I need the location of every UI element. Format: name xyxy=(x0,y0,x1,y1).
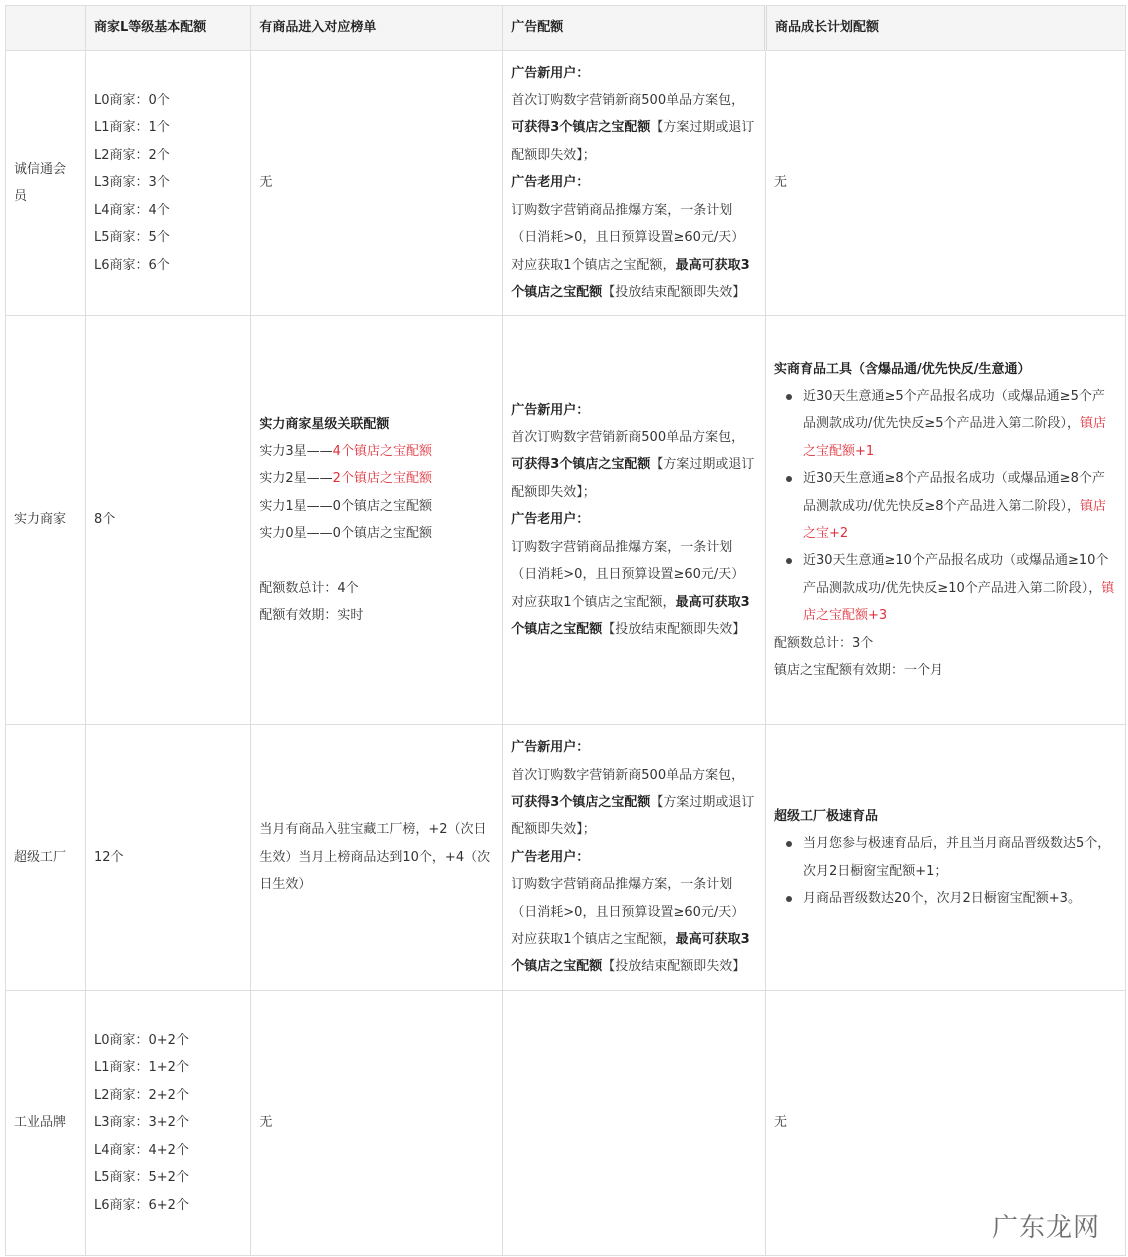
growth-validity: 镇店之宝配额有效期：一个月 xyxy=(773,663,943,679)
ad-new-user-line: 首次订购数字营销新商500单品方案包， xyxy=(511,767,745,783)
ad-old-user-bold: 最高可获取3个镇店之宝配额 xyxy=(511,594,750,637)
row-name: 工业品牌 xyxy=(6,991,86,1256)
growth-item-text: 近30天生意通≥5个产品报名成功（或爆品通≥5个产品测款成功/优先快反≥5个产品进入第二阶段）， xyxy=(802,388,1105,432)
star-line xyxy=(259,465,494,492)
star-label: 实力3星—— xyxy=(259,443,333,459)
growth-tool-item xyxy=(784,547,1117,629)
star-value: 2个镇店之宝配额 xyxy=(332,471,432,487)
factory-growth-item: 月商品晋级数达20个，次月2日橱窗宝配额+3。 xyxy=(784,885,1117,912)
table-row xyxy=(6,51,1126,316)
ad-old-user-rest: 【投放结束配额即失效】 xyxy=(602,284,746,300)
growth-tool-item xyxy=(784,465,1117,547)
level-line: L5商家：5+2个 xyxy=(94,1170,189,1186)
level-line: L4商家：4个 xyxy=(94,202,170,218)
base-quota-cell xyxy=(86,51,251,316)
ad-old-user-text xyxy=(511,534,757,644)
level-line: L3商家：3+2个 xyxy=(94,1115,189,1131)
level-line: L0商家：0+2个 xyxy=(94,1033,189,1049)
ad-new-user-rest: 【方案过期或退订配额即失效】； xyxy=(511,794,755,838)
level-line: L5商家：5个 xyxy=(94,230,170,246)
growth-tool-item xyxy=(784,383,1117,465)
ad-new-user-bold: 可获得3个镇店之宝配额 xyxy=(511,794,651,810)
star-total: 配额数总计：4个 xyxy=(259,580,359,596)
header-ad-quota: 广告配额 xyxy=(503,6,766,51)
ad-new-user-title: 广告新用户： xyxy=(511,402,590,418)
star-line xyxy=(259,438,494,465)
ad-old-user-line2: 对应获取1个镇店之宝配额， xyxy=(511,932,676,948)
level-line: L1商家：1+2个 xyxy=(94,1060,189,1076)
ad-new-user-rest: 【方案过期或退订配额即失效】； xyxy=(511,457,755,500)
level-line: L1商家：1个 xyxy=(94,120,170,136)
ad-old-user-bold: 最高可获取3个镇店之宝配额 xyxy=(511,257,750,300)
ad-old-user-title: 广告老用户： xyxy=(511,175,590,191)
ad-old-user-line: 订购数字营销商品推爆方案，一条计划（日消耗>0，且日预算设置≥60元/天） xyxy=(511,202,745,246)
level-line: L0商家：0个 xyxy=(94,93,170,109)
quota-table xyxy=(5,5,1126,1256)
row-name: 实力商家 xyxy=(6,316,86,725)
header-ranking-list: 有商品进入对应榜单 xyxy=(251,6,503,51)
ad-new-user-text xyxy=(511,424,757,506)
ad-new-user-rest: 【方案过期或退订配额即失效】； xyxy=(511,120,755,163)
growth-total: 配额数总计：3个 xyxy=(773,635,874,651)
star-label: 实力0星—— xyxy=(259,526,333,542)
growth-item-reward: 镇店之宝配额+3 xyxy=(802,580,1115,624)
ad-old-user-line: 订购数字营销商品推爆方案，一条计划（日消耗>0，且日预算设置≥60元/天） xyxy=(511,877,745,920)
spacer xyxy=(259,548,494,575)
ranking-cell: 无 xyxy=(251,991,503,1256)
ranking-cell: 无 xyxy=(251,51,503,316)
ad-new-user-title: 广告新用户： xyxy=(511,65,590,81)
ad-old-user-title: 广告老用户： xyxy=(511,849,590,865)
growth-tool-title: 实商育品工具（含爆品通/优先快反/生意通） xyxy=(773,361,1031,377)
ad-new-user-bold: 可获得3个镇店之宝配额 xyxy=(511,457,651,473)
ranking-cell xyxy=(251,316,503,725)
ad-quota-cell xyxy=(503,316,766,725)
growth-item-reward: 镇店之宝+2 xyxy=(802,498,1107,541)
star-quota-title: 实力商家星级关联配额 xyxy=(259,416,390,432)
ad-old-user-rest: 【投放结束配额即失效】 xyxy=(602,959,746,975)
growth-tool-list xyxy=(774,383,1117,630)
table-row xyxy=(6,316,1126,725)
star-value: 4个镇店之宝配额 xyxy=(332,443,432,459)
ad-old-user-bold: 最高可获取3个镇店之宝配额 xyxy=(511,932,750,975)
header-growth-plan: 商品成长计划配额 xyxy=(765,6,1125,51)
ad-new-user-text xyxy=(511,87,757,169)
level-line: L6商家：6+2个 xyxy=(94,1197,189,1213)
ad-old-user-line2: 对应获取1个镇店之宝配额， xyxy=(511,257,676,273)
level-line: L4商家：4+2个 xyxy=(94,1142,189,1158)
ad-quota-cell xyxy=(503,51,766,316)
level-line: L6商家：6个 xyxy=(94,257,170,273)
ad-old-user-title: 广告老用户： xyxy=(511,512,590,528)
ad-old-user-text xyxy=(511,871,757,981)
base-quota-cell: 8个 xyxy=(86,316,251,725)
ad-quota-cell xyxy=(503,725,766,991)
base-quota-cell: 12个 xyxy=(86,725,251,991)
ranking-cell: 当月有商品入驻宝藏工厂榜，+2（次日生效）当月上榜商品达到10个，+4（次日生效） xyxy=(251,725,503,991)
star-label: 实力2星—— xyxy=(259,471,333,487)
growth-item-text: 近30天生意通≥8个产品报名成功（或爆品通≥8个产品测款成功/优先快反≥8个产品进入第二阶段）， xyxy=(802,471,1105,514)
star-value: 0个镇店之宝配额 xyxy=(332,526,432,542)
row-name: 诚信通会员 xyxy=(6,51,86,316)
ad-old-user-line: 订购数字营销商品推爆方案，一条计划（日消耗>0，且日预算设置≥60元/天） xyxy=(511,539,745,583)
header-base-quota: 商家L等级基本配额 xyxy=(86,6,251,51)
ad-new-user-bold: 可获得3个镇店之宝配额 xyxy=(511,120,651,136)
star-validity: 配额有效期：实时 xyxy=(259,608,364,624)
growth-cell xyxy=(765,316,1125,725)
level-line: L2商家：2个 xyxy=(94,147,170,163)
table-row xyxy=(6,991,1126,1256)
factory-growth-list xyxy=(774,830,1117,912)
growth-item-reward: 镇店之宝配额+1 xyxy=(802,416,1107,459)
site-watermark: 广东龙网 xyxy=(992,1213,1101,1243)
level-line: L3商家：3个 xyxy=(94,175,170,191)
factory-growth-item: 当月您参与极速育品后，并且当月商品晋级数达5个，次月2日橱窗宝配额+1； xyxy=(784,830,1117,885)
row-name: 超级工厂 xyxy=(6,725,86,991)
growth-cell: 无 xyxy=(765,991,1125,1256)
growth-cell xyxy=(765,725,1125,991)
ad-new-user-text xyxy=(511,762,757,844)
ad-old-user-text xyxy=(511,197,757,307)
growth-cell: 无 xyxy=(765,51,1125,316)
ad-new-user-line: 首次订购数字营销新商500单品方案包， xyxy=(511,430,745,446)
star-line xyxy=(259,493,494,520)
header-cell-empty xyxy=(6,6,86,51)
table-row xyxy=(6,725,1126,991)
star-line xyxy=(259,520,494,547)
growth-item-text: 近30天生意通≥10个产品报名成功（或爆品通≥10个产品测款成功/优先快反≥10个产品进入第二阶段）， xyxy=(802,553,1109,596)
factory-growth-title: 超级工厂极速育品 xyxy=(773,808,878,824)
header-row xyxy=(6,6,1126,51)
star-label: 实力1星—— xyxy=(259,498,333,514)
ad-new-user-title: 广告新用户： xyxy=(511,740,590,756)
ad-old-user-line2: 对应获取1个镇店之宝配额， xyxy=(511,594,676,610)
base-quota-cell xyxy=(86,991,251,1256)
star-value: 0个镇店之宝配额 xyxy=(332,498,432,514)
ad-new-user-line: 首次订购数字营销新商500单品方案包， xyxy=(511,93,745,109)
ad-old-user-rest: 【投放结束配额即失效】 xyxy=(602,621,746,637)
level-line: L2商家：2+2个 xyxy=(94,1087,189,1103)
ad-quota-cell-empty xyxy=(503,991,766,1256)
